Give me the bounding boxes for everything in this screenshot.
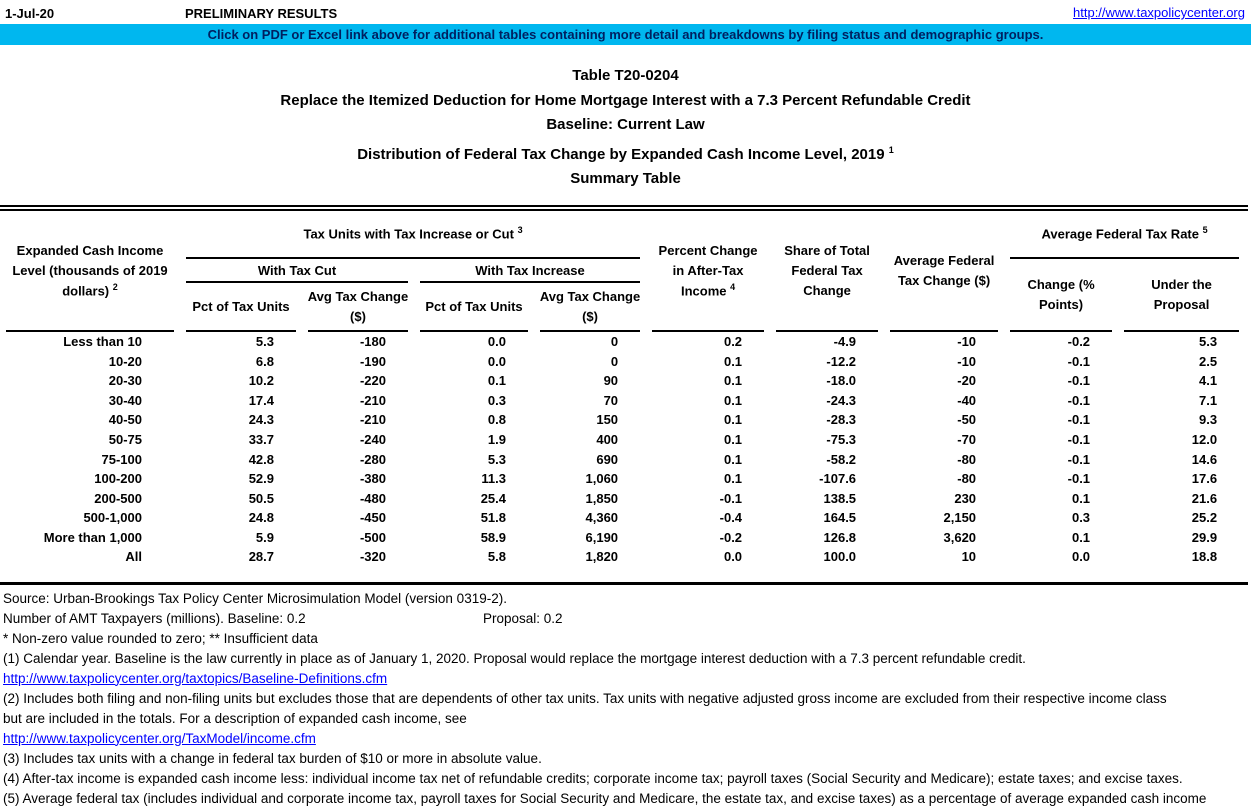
cell: -0.1 — [1067, 431, 1091, 447]
cell: -70 — [957, 431, 977, 447]
col-group-tax-units-increase-or-cut: Tax Units with Tax Increase or Cut $^3$ — [180, 211, 646, 259]
cell: 25.2 — [1191, 510, 1218, 526]
cell: 21.6 — [1191, 490, 1218, 506]
cell: 400 — [596, 431, 619, 447]
cell: -0.1 — [1067, 373, 1091, 389]
cell: -210 — [359, 392, 386, 408]
cell: 9.3 — [1198, 412, 1218, 428]
cell: 0 — [610, 333, 619, 349]
cell: 0.1 — [723, 412, 743, 428]
cell: -210 — [359, 412, 386, 428]
cell: -0.1 — [1067, 451, 1091, 467]
cell: -500 — [359, 529, 386, 545]
table-row — [0, 371, 1245, 391]
summary-table-label: Summary Table — [570, 170, 681, 187]
cell: 138.5 — [823, 490, 857, 506]
cell: 0.1 — [723, 353, 743, 369]
table-row — [0, 449, 1245, 469]
col-group-with-tax-increase: With Tax Increase — [414, 259, 646, 283]
cell: -0.1 — [1067, 471, 1091, 487]
cell: 150 — [596, 412, 619, 428]
cell: -58.2 — [826, 451, 857, 467]
cell: 33.7 — [248, 431, 274, 447]
info-banner — [0, 24, 1251, 45]
cell: -0.1 — [1067, 353, 1091, 369]
cell: 29.9 — [1191, 529, 1218, 545]
cell: 0.2 — [723, 333, 743, 349]
cell: 5.9 — [255, 529, 274, 545]
cell: -320 — [359, 549, 386, 565]
cell: 6,190 — [585, 529, 619, 545]
cell: -480 — [359, 490, 386, 506]
table-header — [0, 211, 1245, 332]
cell: 18.8 — [1191, 549, 1218, 565]
title-block — [0, 64, 1251, 192]
cell: -450 — [359, 510, 386, 526]
table-row — [0, 390, 1245, 410]
footnote-4: (4) After-tax income is expanded cash income less: individual income tax net of refundable credits; corporate income tax; payroll taxes (Social Security and Medicare); estate taxes; and excise taxes. — [3, 770, 1183, 786]
cell: -0.1 — [1067, 412, 1091, 428]
table-row — [0, 508, 1245, 528]
col-header-income-level: Expanded Cash Income Level (thousands of 2019 dollars) $^2$ — [0, 211, 180, 332]
cell: 12.0 — [1191, 431, 1218, 447]
cell: -75.3 — [826, 431, 857, 447]
table-row — [0, 547, 1245, 567]
cell: 0.1 — [487, 373, 506, 389]
cell: 0.1 — [723, 451, 743, 467]
top-bar — [0, 0, 1251, 24]
cell: 5.3 — [255, 333, 274, 349]
cell: 24.3 — [248, 412, 274, 428]
cell: 5.3 — [487, 451, 506, 467]
col-header-inc-avg-tax-change: Avg Tax Change ($) — [534, 283, 646, 332]
amt-taxpayers-line — [0, 609, 1251, 629]
cell: -280 — [359, 451, 386, 467]
cell: 0.3 — [1071, 510, 1091, 526]
cell: -380 — [359, 471, 386, 487]
col-header-cut-avg-tax-change: Avg Tax Change ($) — [302, 283, 414, 332]
cell: -10 — [957, 333, 977, 349]
cell: -107.6 — [819, 471, 857, 487]
cell: -240 — [359, 431, 386, 447]
row-label: 100-200 — [94, 471, 142, 487]
info-banner-text: Click on PDF or Excel link above for additional tables containing more detail and breakdowns by filing status and demographic groups. — [207, 27, 1044, 42]
cell: 0.1 — [723, 392, 743, 408]
cell: -190 — [359, 353, 386, 369]
cell: -4.9 — [833, 333, 857, 349]
table-row — [0, 351, 1245, 371]
cell: 50.5 — [248, 490, 274, 506]
cell: 1,820 — [585, 549, 619, 565]
cell: 0.0 — [1071, 549, 1091, 565]
row-label: 500-1,000 — [83, 510, 142, 526]
cell: 24.8 — [248, 510, 274, 526]
cell: 1.9 — [487, 431, 506, 447]
cell: 3,620 — [943, 529, 977, 545]
cell: 690 — [596, 451, 619, 467]
cell: -0.2 — [1067, 333, 1091, 349]
cell: 2,150 — [943, 510, 977, 526]
cell: 0.1 — [1071, 529, 1091, 545]
distribution-subtitle: Distribution of Federal Tax Change by Expanded Cash Income Level, 2019 $^1$ — [357, 144, 894, 163]
table-number: Table T20-0204 — [572, 67, 679, 84]
cell: -0.1 — [719, 490, 743, 506]
cell: 11.3 — [481, 471, 506, 487]
cell: 0.1 — [723, 373, 743, 389]
cell: 6.8 — [255, 353, 274, 369]
cell: -0.4 — [719, 510, 743, 526]
summary-table — [0, 205, 1248, 585]
cell: 1,850 — [585, 490, 619, 506]
row-label: 10-20 — [108, 353, 142, 369]
table-row — [0, 332, 1245, 352]
cell: 0.1 — [723, 471, 743, 487]
report-date: 1-Jul-20 — [5, 6, 55, 21]
col-header-rate-change-points: Change (% Points) — [1004, 259, 1118, 332]
cell: 0.0 — [487, 353, 506, 369]
cell: 52.9 — [248, 471, 274, 487]
cell: 5.8 — [487, 549, 506, 565]
cell: -20 — [957, 373, 977, 389]
cell: -28.3 — [826, 412, 857, 428]
col-header-average-federal-tax-change: Average Federal Tax Change ($) — [884, 211, 1004, 332]
cell: 4,360 — [585, 510, 619, 526]
row-label: 20-30 — [108, 373, 142, 389]
row-label: 30-40 — [108, 392, 142, 408]
row-label: 40-50 — [108, 412, 142, 428]
cell: 10.2 — [248, 373, 274, 389]
cell: 70 — [603, 392, 619, 408]
row-label: Less than 10 — [63, 333, 142, 349]
cell: -220 — [359, 373, 386, 389]
cell: -10 — [957, 353, 977, 369]
cell: -180 — [359, 333, 386, 349]
cell: 90 — [603, 373, 619, 389]
row-label: More than 1,000 — [43, 529, 142, 545]
row-label: 75-100 — [101, 451, 142, 467]
cell: -40 — [957, 392, 977, 408]
cell: 5.3 — [1198, 333, 1218, 349]
cell: -18.0 — [826, 373, 857, 389]
cell: -24.3 — [826, 392, 857, 408]
cell: 230 — [954, 490, 977, 506]
cell: 7.1 — [1198, 392, 1218, 408]
cell: 0.3 — [487, 392, 506, 408]
baseline-definitions-link[interactable]: http://www.taxpolicycenter.org/taxtopics/Baseline-Definitions.cfm — [3, 670, 388, 686]
cell: 0 — [610, 353, 619, 369]
table-row — [0, 469, 1245, 489]
table-row — [0, 488, 1245, 508]
footnote-2-line1: (2) Includes both filing and non-filing units but excludes those that are dependents of other tax units. Tax units with negative adjusted gross income are excluded from their respective income class — [3, 690, 1167, 706]
cell: 4.1 — [1198, 373, 1218, 389]
col-group-with-tax-cut: With Tax Cut — [180, 259, 414, 283]
baseline-subtitle: Baseline: Current Law — [546, 116, 705, 133]
cell: 28.7 — [248, 549, 274, 565]
table-row — [0, 410, 1245, 430]
table-row — [0, 430, 1245, 450]
cell: 0.8 — [487, 412, 506, 428]
cell: -12.2 — [826, 353, 857, 369]
cell: 17.4 — [248, 392, 274, 408]
cell: 58.9 — [480, 529, 506, 545]
cell: -0.1 — [1067, 392, 1091, 408]
cell: 14.6 — [1191, 451, 1218, 467]
row-label: All — [125, 549, 142, 565]
income-definition-link[interactable]: http://www.taxpolicycenter.org/TaxModel/income.cfm — [3, 730, 316, 746]
col-header-pct-change-after-tax-income: Percent Change in After-Tax Income $^4$ — [646, 211, 770, 332]
cell: 10 — [961, 549, 977, 565]
cell: 25.4 — [480, 490, 506, 506]
footnote-2-line2: but are included in the totals. For a description of expanded cash income, see — [3, 710, 467, 726]
cell: 2.5 — [1198, 353, 1218, 369]
cell: 1,060 — [585, 471, 619, 487]
cell: 51.8 — [480, 510, 506, 526]
cell: 0.0 — [723, 549, 743, 565]
cell: -50 — [957, 412, 977, 428]
col-header-rate-under-proposal: Under the Proposal — [1118, 259, 1245, 332]
footnote-1: (1) Calendar year. Baseline is the law currently in place as of January 1, 2020. Proposal would replace the mortgage interest deduction with a 7.3 percent refundable credit. — [3, 650, 1026, 666]
footnote-5: (5) Average federal tax (includes individual and corporate income tax, payroll taxes for Social Security and Medicare, the estate tax, and excise taxes) as a percentage of average expanded cash income — [3, 790, 1207, 806]
table-row — [0, 528, 1245, 548]
cell: 126.8 — [823, 529, 857, 545]
taxpolicycenter-link[interactable]: http://www.taxpolicycenter.org — [1073, 5, 1245, 20]
cell: 42.8 — [248, 451, 274, 467]
col-header-inc-pct-of-tax-units: Pct of Tax Units — [414, 283, 534, 332]
cell: 0.0 — [487, 333, 506, 349]
footnotes — [0, 589, 1251, 809]
row-label: 200-500 — [94, 490, 142, 506]
table-title: Replace the Itemized Deduction for Home Mortgage Interest with a 7.3 Percent Refundable Credit — [280, 91, 971, 109]
cell: -80 — [957, 471, 977, 487]
col-header-share-total-federal-tax-change: Share of Total Federal Tax Change — [770, 211, 884, 332]
row-label: 50-75 — [108, 431, 142, 447]
cell: -0.2 — [719, 529, 743, 545]
cell: -80 — [957, 451, 977, 467]
amt-proposal-value: Proposal: 0.2 — [483, 610, 563, 626]
source-note: Source: Urban-Brookings Tax Policy Center Microsimulation Model (version 0319-2). — [3, 590, 507, 606]
cell: 0.1 — [1071, 490, 1091, 506]
cell: 100.0 — [823, 549, 857, 565]
rounding-note: * Non-zero value rounded to zero; ** Insufficient data — [3, 630, 318, 646]
cell: 0.1 — [723, 431, 743, 447]
col-header-cut-pct-of-tax-units: Pct of Tax Units — [180, 283, 302, 332]
amt-baseline-value: Number of AMT Taxpayers (millions). Baseline: 0.2 — [3, 610, 306, 626]
col-group-average-federal-tax-rate: Average Federal Tax Rate $^5$ — [1004, 211, 1245, 259]
footnote-3: (3) Includes tax units with a change in federal tax burden of $10 or more in absolute value. — [3, 750, 542, 766]
preliminary-results-label: PRELIMINARY RESULTS — [185, 6, 338, 21]
cell: 164.5 — [823, 510, 857, 526]
table-body — [0, 332, 1245, 567]
cell: 17.6 — [1191, 471, 1218, 487]
